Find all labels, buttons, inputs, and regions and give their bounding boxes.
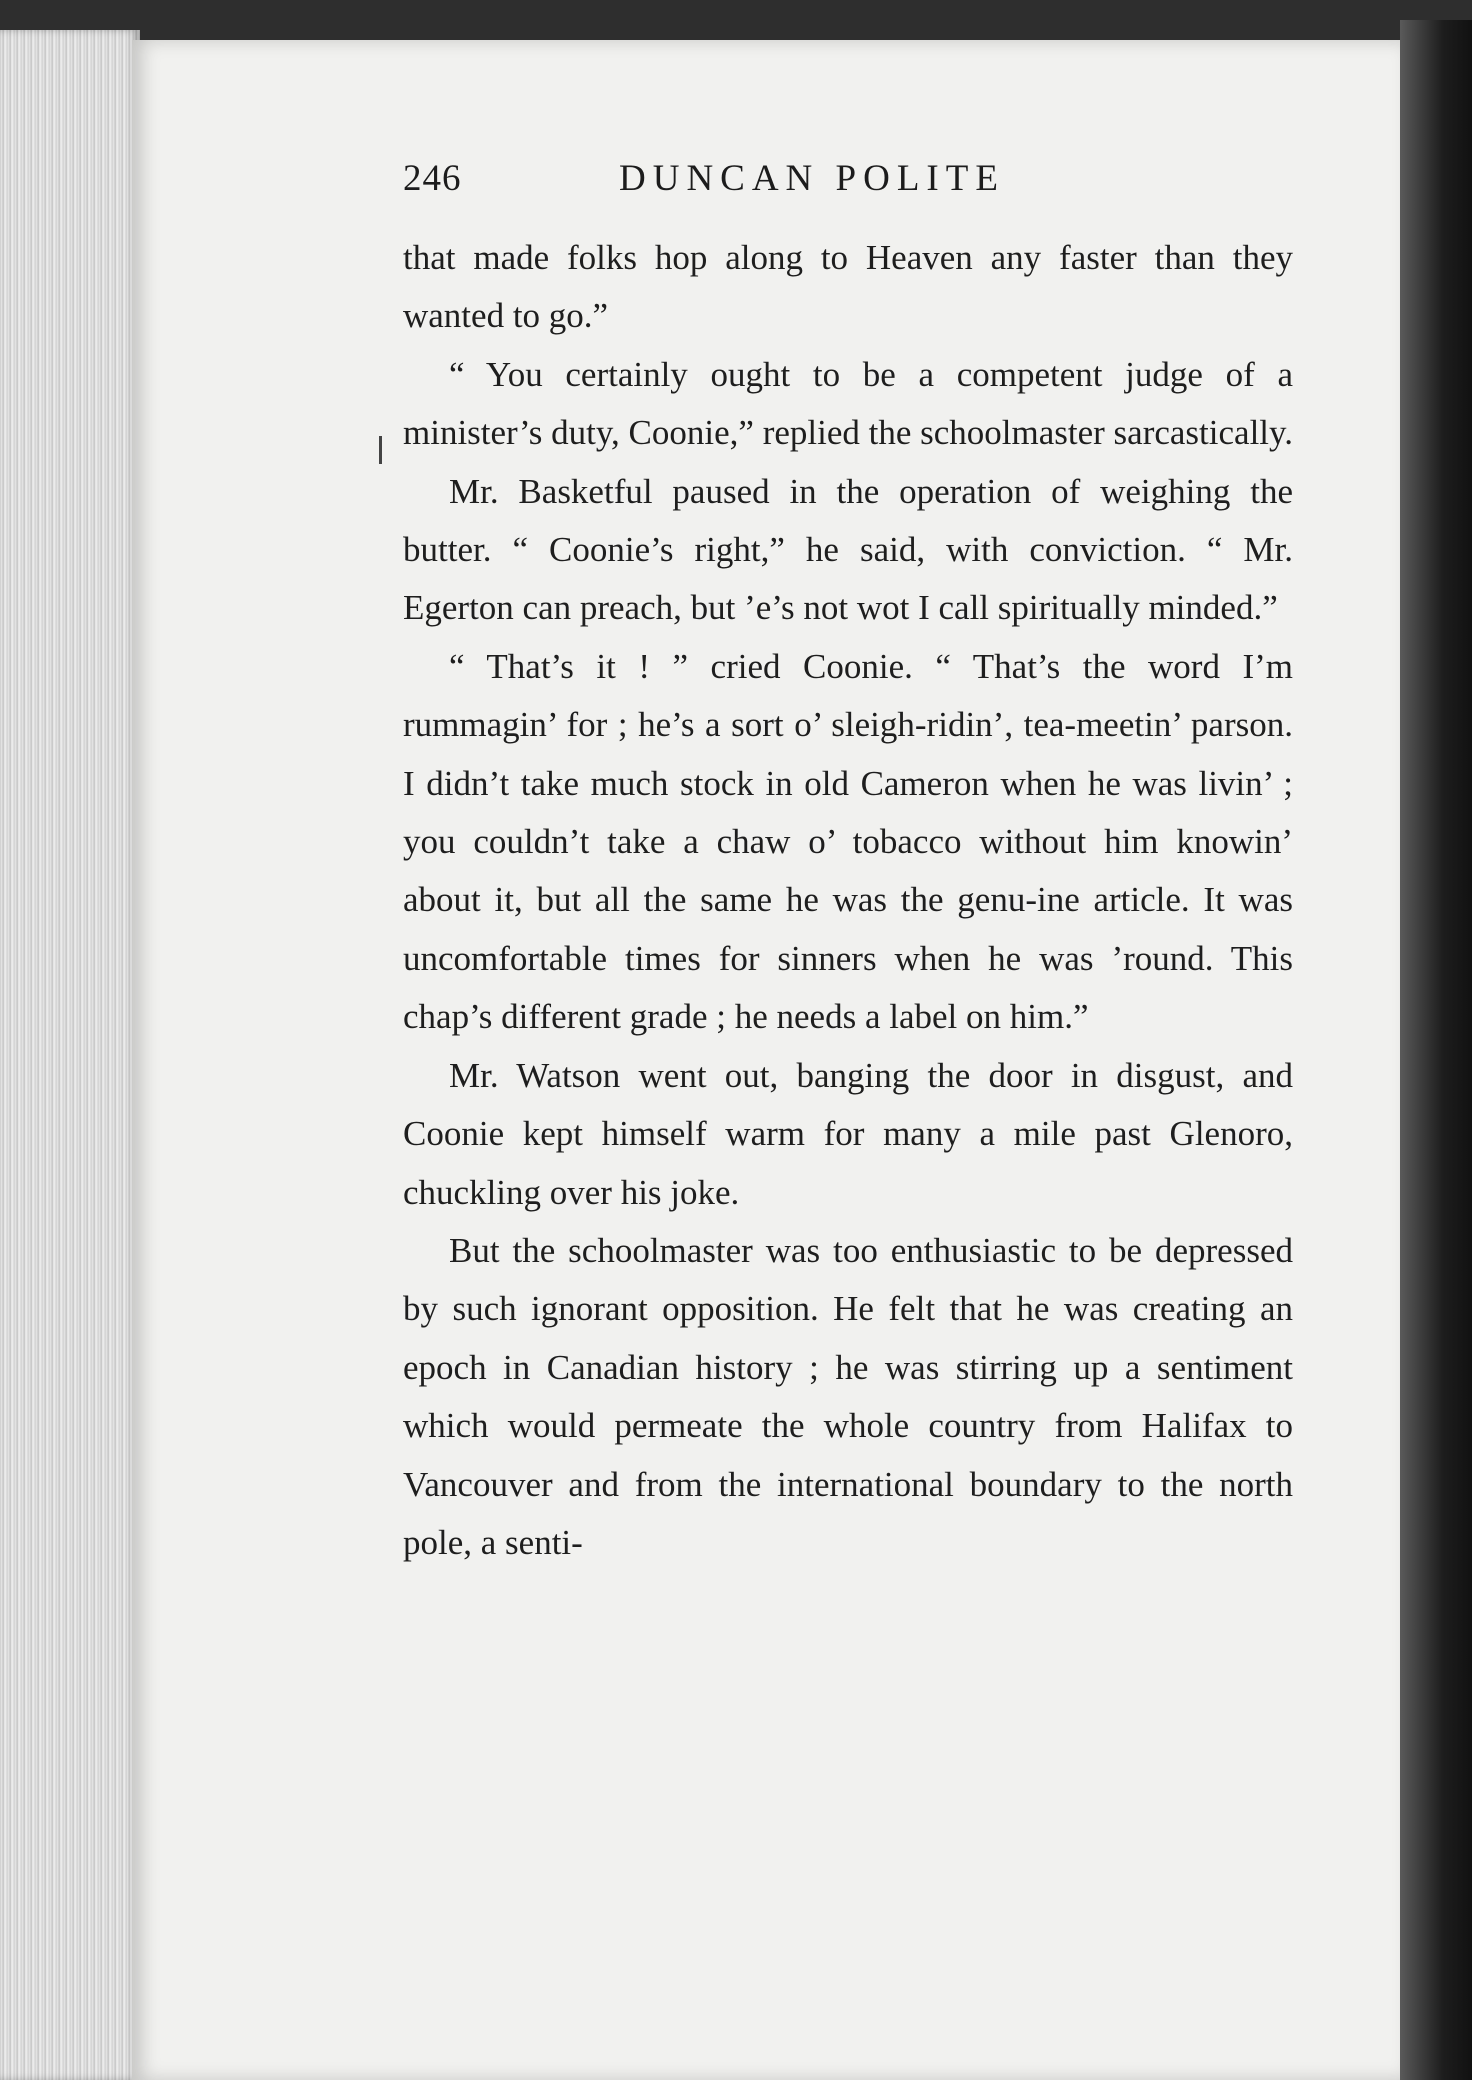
paragraph: Mr. Watson went out, banging the door in disgust, and Coonie kept himself warm for many a mile past Glenoro, chuckling over his joke. — [403, 1055, 1293, 1212]
paragraph: that made folks hop along to Heaven any faster than they wanted to go.” — [403, 238, 1293, 336]
paragraph: “ You certainly ought to be a competent judge of a minister’s duty, Coonie,” replied the schoolmaster sarcastically. — [403, 354, 1293, 453]
book-binding-edge — [1400, 20, 1472, 2080]
book-title: DUNCAN POLITE — [619, 158, 1005, 199]
margin-mark — [379, 436, 382, 464]
paragraph: But the schoolmaster was too enthusiastic to be depressed by such ignorant opposition. He felt that he was creating an epoch in Canadian history ; he was stirring up a sentiment which would permeate the whole country from Halifax to Vancouver and from the international boundary to the north pole, a senti- — [403, 1230, 1293, 1562]
page-number: 246 — [403, 158, 462, 199]
page-body — [403, 229, 1293, 1572]
running-head — [403, 157, 1293, 207]
paragraph: Mr. Basketful paused in the operation of weighing the butter. “ Coonie’s right,” he said, with conviction. “ Mr. Egerton can preach, but ’e’s not wot I call spiritually minded.” — [403, 471, 1293, 628]
page-edges — [0, 30, 140, 2080]
paragraph: “ That’s it ! ” cried Coonie. “ That’s the word I’m rummagin’ for ; he’s a sort o’ sleigh-ridin’, tea-meetin’ parson. I didn’t take much stock in old Cameron when he was livin’ ; you couldn’t take a chaw o’ tobacco without him knowin’ about it, but all the same he was the genu-ine article. It was uncomfortable times for sinners when he was ’round. This chap’s different grade ; he needs a label on him.” — [403, 646, 1293, 1037]
